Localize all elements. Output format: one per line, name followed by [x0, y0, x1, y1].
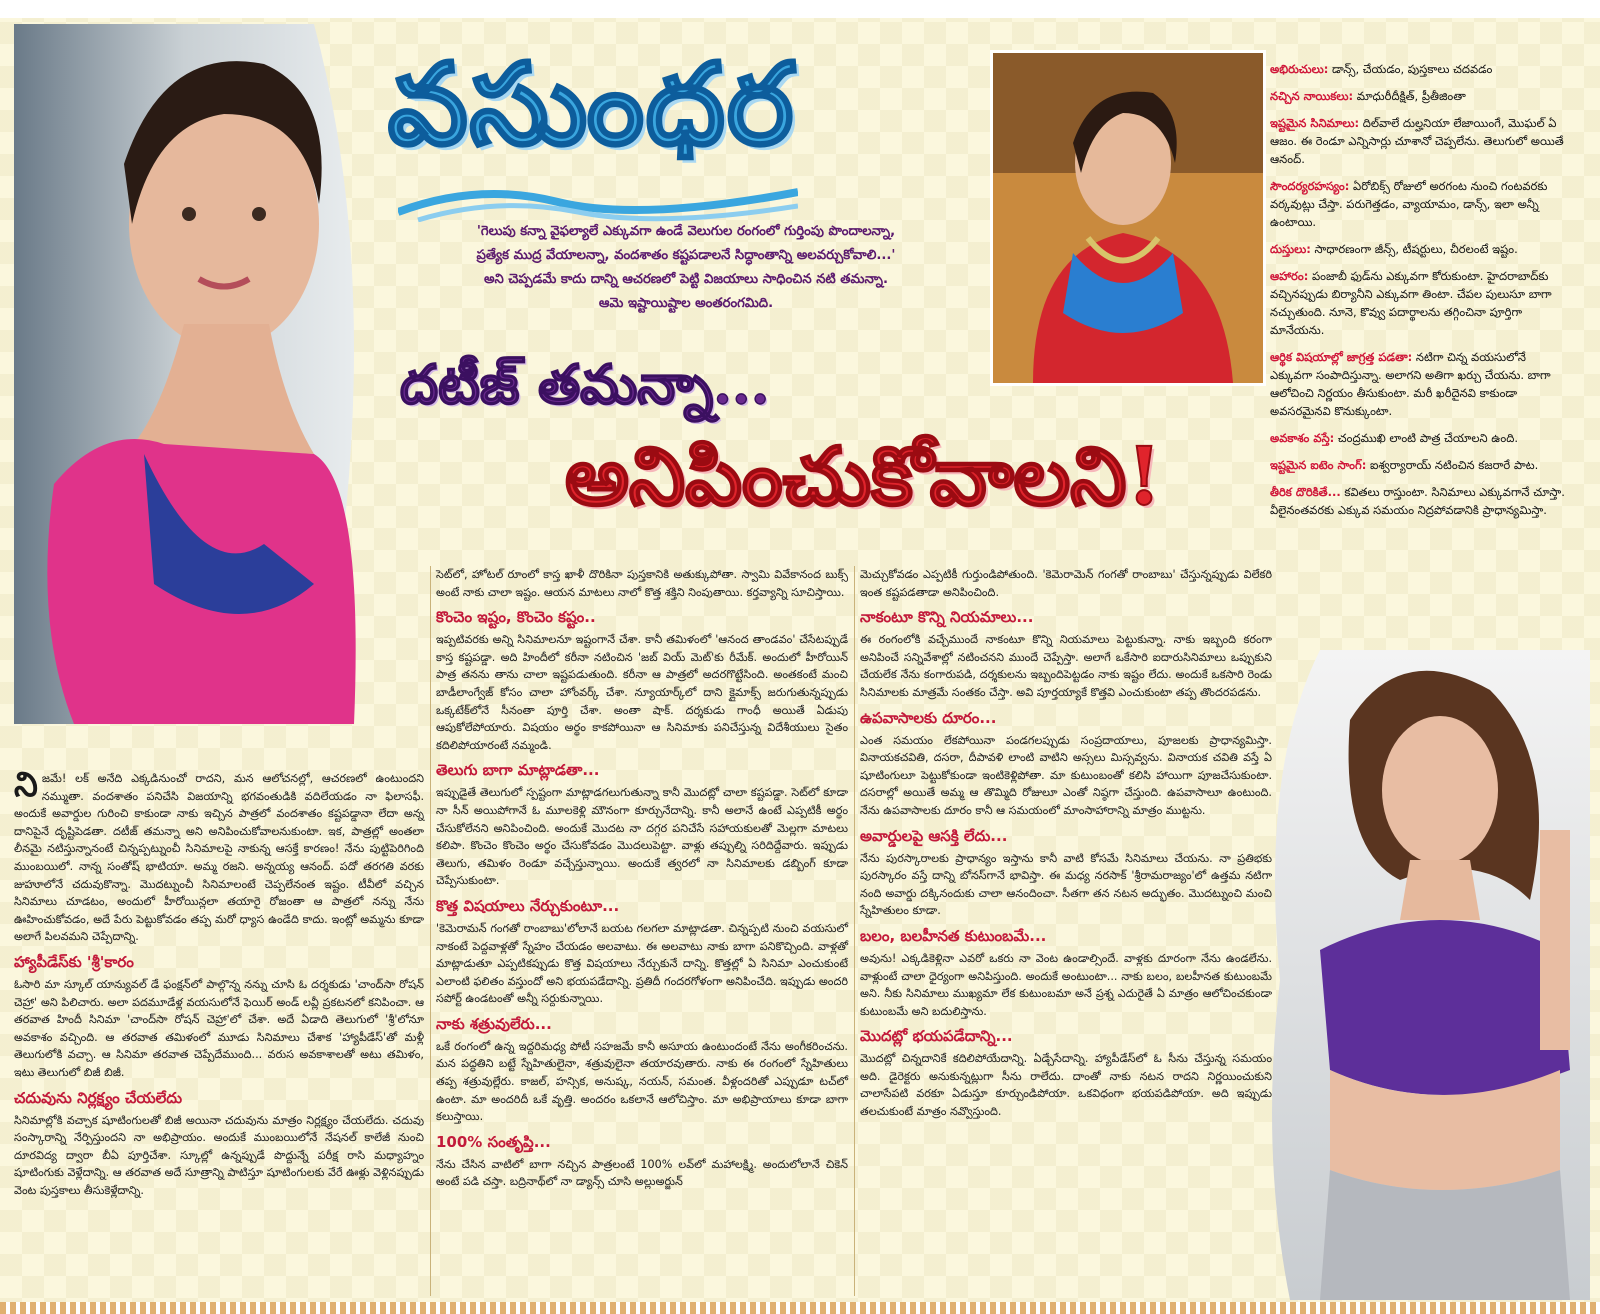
sidebar-item-key: ఇష్టమైన సినిమాలు: [1270, 116, 1360, 130]
article-column-2 [436, 566, 848, 1195]
sidebar-item-text: దిల్‌వాలే దుల్హనియా లేజాయింగే, మొఘల్ ఏ ఆజం. ఈ రెండూ ఎన్నిసార్లు చూశానో చెప్పలేను. తెలుగులో అయితే ఆనంద్. [1270, 116, 1564, 166]
portrait-image [14, 24, 394, 724]
tamanna-casual-photo [1260, 650, 1590, 1300]
sidebar-item [1270, 177, 1570, 231]
sidebar-item-key: నచ్చిన నాయికలు: [1270, 89, 1354, 103]
sidebar-item-text: ఏరోబిక్స్ రోజులో అరగంట నుంచి గంటవరకు వర్కవుట్లు చేస్తా. పరుగెత్తడం, వ్యాయామం, డాన్స్, ఇలా అన్నీ ఉంటాయి. [1270, 179, 1548, 229]
sidebar-item-key: ఇష్టమైన ఐటెం సాంగ్: [1270, 458, 1367, 472]
article-column-1 [14, 765, 424, 1203]
masthead-title: వసుంధర [388, 39, 796, 170]
sidebar-item-text: మాధురీదీక్షిత్, ప్రీతీజింతా [1356, 89, 1466, 103]
sidebar-item-text: చంద్రముఖి లాంటి పాత్ర చేయాలని ఉంది. [1337, 431, 1519, 445]
subheading: కొంచెం ఇష్టం, కొంచెం కష్టం.. [436, 608, 596, 627]
subheading: నాకు శత్రువులేరు... [436, 1014, 552, 1033]
article-paragraph: సినిమాల్లోకి వచ్చాక షూటింగులతో బిజీ అయినా చదువును మాత్రం నిర్లక్ష్యం చేయలేదు. చదువు సంస్కారాన్ని నేర్పిస్తుందని నా అభిప్రాయం. అందుకే ముంబయిలోనే నేషనల్ కాలేజీ నుంచి దూరవిద్య ద్వారా బీఏ పూర్తిచేశా. స్కూల్లో ఉన్నప్పుడే పొద్దున్నే పరీక్ష రాసి మధ్యాహ్నం షూటింగుకు వెళ్లేదాన్ని. ఆ తరవాత అదే సూత్రాన్ని పాటిస్తూ షూటింగులకు వేరే ఊళ్లు వెళ్లినప్పుడు వెంట పుస్తకాలు తీసుకెళ్లేదాన్ని. [14, 1113, 424, 1197]
casual-image [1260, 650, 1590, 1300]
subheading: 100% సంతృప్తి... [436, 1132, 551, 1151]
tamanna-portrait-photo [14, 24, 394, 724]
article-paragraph: సెట్‌లో, హోటల్ రూంలో కాస్త ఖాళీ దొరికినా పుస్తకానికి అతుక్కుపోతా. స్వామి వివేకానంద బుక్స్‌ అంటే నాకు చాలా ఇష్టం. ఆయన మాటలు నాలో కొత్త శక్తిని నింపుతాయి. కర్తవ్యాన్ని సూచిస్తాయి. [436, 568, 848, 599]
sidebar-item [1270, 456, 1570, 474]
sidebar-item-key: దుస్తులు: [1270, 242, 1311, 256]
sidebar-item-key: సౌందర్యరహస్యం: [1270, 179, 1350, 193]
bottom-border [0, 1302, 1600, 1314]
intro-line: ప్రత్యేక ముద్ర వేయాలన్నా, వందశాతం కష్టపడాలనే సిద్ధాంతాన్ని అలవర్చుకోవాలి...' [476, 248, 896, 263]
sidebar-item [1270, 429, 1570, 447]
subheading: నాకంటూ కొన్ని నియమాలు... [860, 608, 1034, 627]
article-column-3 [860, 566, 1272, 1125]
article-paragraph [14, 765, 424, 946]
sidebar-item-key: తీరిక దొరికితే... [1270, 485, 1341, 499]
intro-line: 'గెలుపు కన్నా వైఫల్యాలే ఎక్కువగా ఉండే వెలుగుల రంగంలో గుర్తింపు పొందాలన్నా, [476, 224, 896, 239]
sidebar-item-text: సాధారణంగా జీన్స్, టీషర్టులు, చీరలంటే ఇష్టం. [1314, 242, 1518, 256]
tamanna-traditional-photo [990, 50, 1266, 386]
article-paragraph-text: జమే! లక్ అనేది ఎక్కడినుంచో రాదని, మన ఆలోచనల్లో, ఆచరణలో ఉంటుందని నమ్ముతా. వందశాతం పనిచేసి విజయాన్ని భగవంతుడికి వదిలేయడం నా ఫిలాసఫీ. అందుకే అవార్డుల గురించి కాకుండా నాకు ఇచ్చిన పాత్రలో వందశాతం కష్టపడ్డానా లేదా అన్న దానిపైనే దృష్టిపెడతా. దటీజ్ తమన్నా అని అనిపించుకోవాలనుకుంటా. ఇక, పాత్రల్లో అంతలా లీనమై నటిస్తున్నానంటే చిన్నప్పట్నుంచీ సినిమాలపై నాకున్న ఆసక్తే కారణం! నేను పుట్టిపెరిగింది ముంబయిలో. నాన్న సంతోష్ భాటియా. అమ్మ రజని. అన్నయ్య ఆనంద్. పదో తరగతి వరకు జుహూలోనే చదువుకొన్నా. మొదట్నుంచీ సినిమాలంటే చెప్పలేనంత ఇష్టం. టీవీలో వచ్చిన సినిమాలు చూడటం, అందులో హీరోయిన్లలా తయారై రోజంతా ఆ పాత్రలో నన్ను నేను ఊహించుకోవడం, అదే పేరు పెట్టుకోవడం తప్ప మరో ధ్యాస ఉండేది కాదు. ఇంట్లో అమ్మను కూడా అలాగే పిలవమని చెప్పేదాన్ని. [14, 772, 424, 944]
subheading: అవార్డులపై ఆసక్తి లేదు... [860, 826, 1008, 845]
subheading: చదువును నిర్లక్ష్యం చేయలేదు [14, 1088, 183, 1107]
intro-blurb [408, 220, 964, 316]
article-paragraph: ఇప్పుడైతే తెలుగులో స్పష్టంగా మాట్లాడగలుగుతున్నా కానీ మొదట్లో చాలా కష్టపడ్డా. సెట్‌లో కూడా నా సీన్ అయిపోగానే ఓ మూలకెళ్లి మౌనంగా కూర్చునేదాన్ని. కానీ అలానే ఉంటే ఎప్పటికీ అర్థం చేసుకోలేనని అనిపించింది. అందుకే మొదట నా దగ్గర పనిచేసే సహాయకులతో మెల్లగా మాటలు కలిపా. కొంచెం కొంచెం అర్థం చేసుకోవడం మొదలుపెట్టా. వాళ్లు తప్పుల్ని సరిదిద్దేవారు. ఇప్పుడు తెలుగు, తమిళం రెండూ వచ్చేస్తున్నాయి. అందుకే త్వరలో నా సినిమాలకు డబ్బింగ్ కూడా చెప్పేసుకుంటా. [436, 786, 848, 888]
article-paragraph: 'కెమెరామన్ గంగతో రాంబాబు'లోలానే బయట గలగలా మాట్లాడతా. చిన్నప్పటి నుంచి వయసులో నాకంటే పెద్దవాళ్లతో స్నేహం చేయడం అలవాటు. ఈ అలవాటు నాకు బాగా పనికొచ్చింది. వాళ్లతో మాట్లాడుతూ ఎప్పటికప్పుడు కొత్త విషయాలు నేర్చుకునే దాన్ని. కొత్తల్లో ఏ సినిమా ఎంచుకుంటే ఎలాంటి ఫలితం వస్తుందో అని భయపడేదాన్ని. ప్రతిదీ గందరగోళంగా అనిపించేది. ఇప్పుడు అందరి సపోర్ట్ ఉండటంతో అన్నీ సర్దుకున్నాయి. [436, 921, 848, 1006]
column-divider [430, 566, 431, 1296]
subheading: ఉపవాసాలకు దూరం... [860, 708, 997, 727]
top-border [0, 0, 1600, 18]
subheading: తెలుగు బాగా మాట్లాడతా... [436, 761, 600, 780]
sidebar-item-text: ఐశ్వర్యారాయ్ నటించిన కజరారే పాట. [1369, 458, 1539, 472]
sidebar-item-key: ఆర్థిక విషయాల్లో జాగ్రత్త పడతా: [1270, 350, 1413, 364]
subheading: బలం, బలహీనత కుటుంబమే... [860, 926, 1047, 945]
article-paragraph: మొదట్లో చిన్నదానికే కదిలిపోయేదాన్ని. ఏడ్చేసేదాన్ని. హ్యాపీడేస్‌లో ఓ సీను చేస్తున్న సమయం అది. డైరెక్టరు అనుకున్నట్లుగా సీను రాలేదు. దాంతో నాకు నటన రాదని నిర్ణయించుకుని చాలాసేపటి వరకూ ఏడుస్తూ కూర్చుండిపోయా. ఒకవిధంగా భయపడిపోయా. అది ఇప్పుడు తలచుకుంటే మాత్రం నవ్వొస్తుంది. [860, 1052, 1272, 1119]
article-paragraph: అవును! ఎక్కడికెళ్లినా ఎవరో ఒకరు నా వెంట ఉండాల్సిందే. వాళ్లకు దూరంగా నేను ఉండలేను. వాళ్లుంటే చాలా ధైర్యంగా అనిపిస్తుంది. అందుకే అంటుంటా... నాకు బలం, బలహీనత కుటుంబమే అని. నీకు సినిమాలు ముఖ్యమా లేక కుటుంబమా అనే ప్రశ్న ఎదురైతే ఏ మాత్రం ఆలోచించకుండా కుటుంబమే అని బదులిస్తాను. [860, 951, 1272, 1018]
article-paragraph: ఎంత సమయం లేకపోయినా పండగలప్పుడు సంప్రదాయాలు, పూజలకు ప్రాధాన్యమిస్తా. వినాయకచవితి, దసరా, దీపావళి లాంటి వాటిని అస్సలు మిస్సవ్వను. వినాయక చవితి వస్తే ఏ షూటింగులూ పెట్టుకోకుండా ఇంటికెళ్లిపోతా. మా కుటుంబంతో కలిసి హాయిగా పూజచేసుకుంటా. దసరాల్లో అయితే అమ్మ ఆ తొమ్మిది రోజులూ ఎంతో నిష్ఠగా చేస్తుంది. ఉపవాసాలూ ఉంటుంది. నేను ఉపవాసాలకు దూరం కానీ ఆ సమయంలో మాంసాహారాన్ని మాత్రం ముట్టను. [860, 733, 1272, 817]
intro-line: అని చెప్పడమే కాదు దాన్ని ఆచరణలో పెట్టి విజయాలు సాధించిన నటి తమన్నా. [483, 272, 889, 287]
sidebar-item-key: అభిరుచులు: [1270, 62, 1329, 76]
article-paragraph: మెచ్చుకోవడం ఎప్పటికీ గుర్తుండిపోతుంది. 'కెమెరామెన్ గంగతో రాంబాబు' చేస్తున్నప్పుడు విలేకరి ఇంత కష్టపడతాడా అనిపించింది. [860, 568, 1272, 599]
article-paragraph: నేను పురస్కారాలకు ప్రాధాన్యం ఇస్తాను కానీ వాటి కోసమే సినిమాలు చేయను. నా ప్రతిభకు పురస్కారం వస్తే దాన్ని బోనస్‌గానే భావిస్తా. ఈ మధ్య నరసాక్ 'శ్రీరామరాజ్యం'లో ఉత్తమ నటిగా నంది అవార్డు దక్కినందుకు చాలా ఆనందించా. సీతగా తన నటన అద్భుతం. మొదట్నుంచి మంచి స్నేహితులం కూడా. [860, 851, 1272, 918]
sidebar-item-text: నటిగా చిన్న వయసులోనే ఎక్కువగా సంపాదిస్తున్నా. అలాగని అతిగా ఖర్చు చేయను. బాగా ఆలోచించి నిర్ణయం తీసుకుంటా. మరీ ఖరీదైనవి కాకుండా అవసరమైనవి కొనుక్కుంటా. [1270, 350, 1551, 418]
article-paragraph: ఇప్పటివరకు అన్ని సినిమాలనూ ఇష్టంగానే చేశా. కానీ తమిళంలో 'ఆనంద తాండవం' చేసేటప్పుడే కాస్త కష్టపడ్డా. అది హిందీలో కరీనా నటించిన 'జబ్ వియ్ మెట్'కు రీమేక్. అందులో హీరోయిన్ పాత్ర తనను తాను చాలా ఇష్టపడుతుంది. కరీనా ఆ పాత్రలో అదరగొట్టేసింది. అంతకంటే మంచి బాడీలాంగ్వేజ్ కోసం చాలా హోంవర్క్ చేశా. న్యూయార్క్‌లో దాని క్లైమాక్స్ జరుగుతున్నప్పుడు ఒక్కటేక్‌లోనే సీనంతా పూర్తి చేశా. అంతా షాక్. దర్శకుడు గాంధీ అయితే ఏడుపు ఆపుకోలేపోయారు. విషయం అర్థం కాకపోయినా ఆ సినిమాకు పనిచేస్తున్న విదేశీయులు సైతం కదిలిపోయారంటే నమ్మండి. [436, 633, 848, 752]
sidebar-item [1270, 348, 1570, 420]
subheading: హ్యాపీడేస్‌కు 'శ్రీ'కారం [14, 952, 134, 971]
article-paragraph: ఓసారి మా స్కూల్ యాన్యువల్ డే ఫంక్షన్‌లో పాల్గొన్న నన్ను చూసి ఓ దర్శకుడు 'చాంద్‌సా రోషన్ చెహ్రా' అని పిలిచారు. అలా పదమూడేళ్ల వయసులోనే ఫెయిర్ అండ్ లవ్లీ ప్రకటనలో కనిపించా. ఆ తరవాత హిందీ సినిమా 'చాంద్‌సా రోషన్ చెహ్రా'లో చేశా. అదే ఏడాది తెలుగులో 'శ్రీ'లోనూ అవకాశం వచ్చింది. ఆ తరవాత తమిళంలో మూడు సినిమాలు చేశాక 'హ్యాపీడేస్'తో మళ్లీ తెలుగులోకి వచ్చా. ఆ సినిమా తరవాత చెప్పేదేముంది... వరుస అవకాశాలతో అటు తమిళం, ఇటు తెలుగులో బిజీ బిజీ. [14, 977, 424, 1079]
sidebar-item [1270, 483, 1570, 519]
drop-cap: ని [14, 765, 38, 805]
sidebar-item [1270, 60, 1570, 78]
sidebar-item-text: డాన్స్, చేయడం, పుస్తకాలు చదవడం [1331, 62, 1493, 76]
subheading: మొదట్లో భయపడేదాన్ని... [860, 1027, 1013, 1046]
sidebar-item-text: కవితలు రాస్తుంటా. సినిమాలు ఎక్కువగానే చూస్తా. వీలైనంతవరకు ఎక్కువ సమయం నిద్రపోవడానికి ప్రాధాన్యమిస్తా. [1270, 485, 1565, 517]
headline-line-1: దటీజ్ తమన్నా... [400, 352, 770, 416]
sidebar-item-text: పంజాబీ ఫుడ్‌ను ఎక్కువగా కోరుకుంటా. హైదరాబాద్‌కు వచ్చినప్పుడు బిర్యానీని ఎక్కువగా తింటా. చేపల పులుసూ బాగా నచ్చుతుంది. నూనె, కొవ్వు పదార్థాలను తగ్గించినా పూర్తిగా మానేయను. [1270, 269, 1552, 337]
subheading: కొత్త విషయాలు నేర్చుకుంటూ... [436, 896, 620, 915]
traditional-image [993, 53, 1263, 383]
sidebar-item [1270, 114, 1570, 168]
wave-icon [398, 182, 798, 222]
sidebar-item [1270, 267, 1570, 339]
sidebar-item [1270, 87, 1570, 105]
article-paragraph: ఈ రంగంలోకి వచ్చేముందే నాకంటూ కొన్ని నియమాలు పెట్టుకున్నా. నాకు ఇబ్బంది కరంగా అనిపించే సన్నివేశాల్లో నటించనని ముందే చెప్పేస్తా. అలాగే ఒకేసారి ఐదారుసినిమాలు ఒప్పుకుని చేయలేక నేను కంగారుపడి, దర్శకులను ఇబ్బందిపెట్టడం నాకు ఇష్టం లేదు. అందుకే ఒకసారి రెండు సినిమాలకు మాత్రమే సంతకం చేస్తా. అవి పూర్తయ్యాకే కొత్తవి ఎంచుకుంటా తప్ప తొందరపడను. [860, 633, 1272, 699]
sidebar-item [1270, 240, 1570, 258]
headline-line-2: అనిపించుకోవాలని! [565, 429, 1162, 523]
article-paragraph: ఒకే రంగంలో ఉన్న ఇద్దరిమధ్య పోటీ సహజమే కానీ అసూయ ఉంటుందంటే నేను అంగీకరించను. మన పద్ధతిని బట్టే స్నేహితులైనా, శత్రువులైనా తయారవుతారు. నాకు ఈ రంగంలో స్నేహితులు తప్ప శత్రువుల్లేరు. కాజల్, హన్సిక, అనుష్క, నయన్, సమంత. వీళ్లందరితో ఎప్పుడూ టచ్‌లో ఉంటా. మా అందరిదీ ఒకే వృత్తి. అందరం ఒకలానే ఆలోచిస్తాం. మా అభిప్రాయాలు కూడా బాగా కలుస్తాయి. [436, 1039, 848, 1124]
sidebar-likes-list [1270, 60, 1570, 528]
intro-line: ఆమె ఇష్టాయిష్టాల అంతరంగమిది. [598, 296, 774, 311]
article-paragraph: నేను చేసిన వాటిలో బాగా నచ్చిన పాత్రలంటే 100% లవ్‌లో మహాలక్ష్మి. అందులోలానే చికెన్ అంటే పడి చస్తా. బద్రినాథ్‌లో నా డ్యాన్స్ చూసి అల్లుఅర్జున్ [436, 1157, 848, 1189]
masthead [388, 32, 968, 212]
column-divider [854, 566, 855, 1296]
sidebar-item-key: ఆహారం: [1270, 269, 1309, 283]
sidebar-item-key: అవకాశం వస్తే: [1270, 431, 1335, 445]
